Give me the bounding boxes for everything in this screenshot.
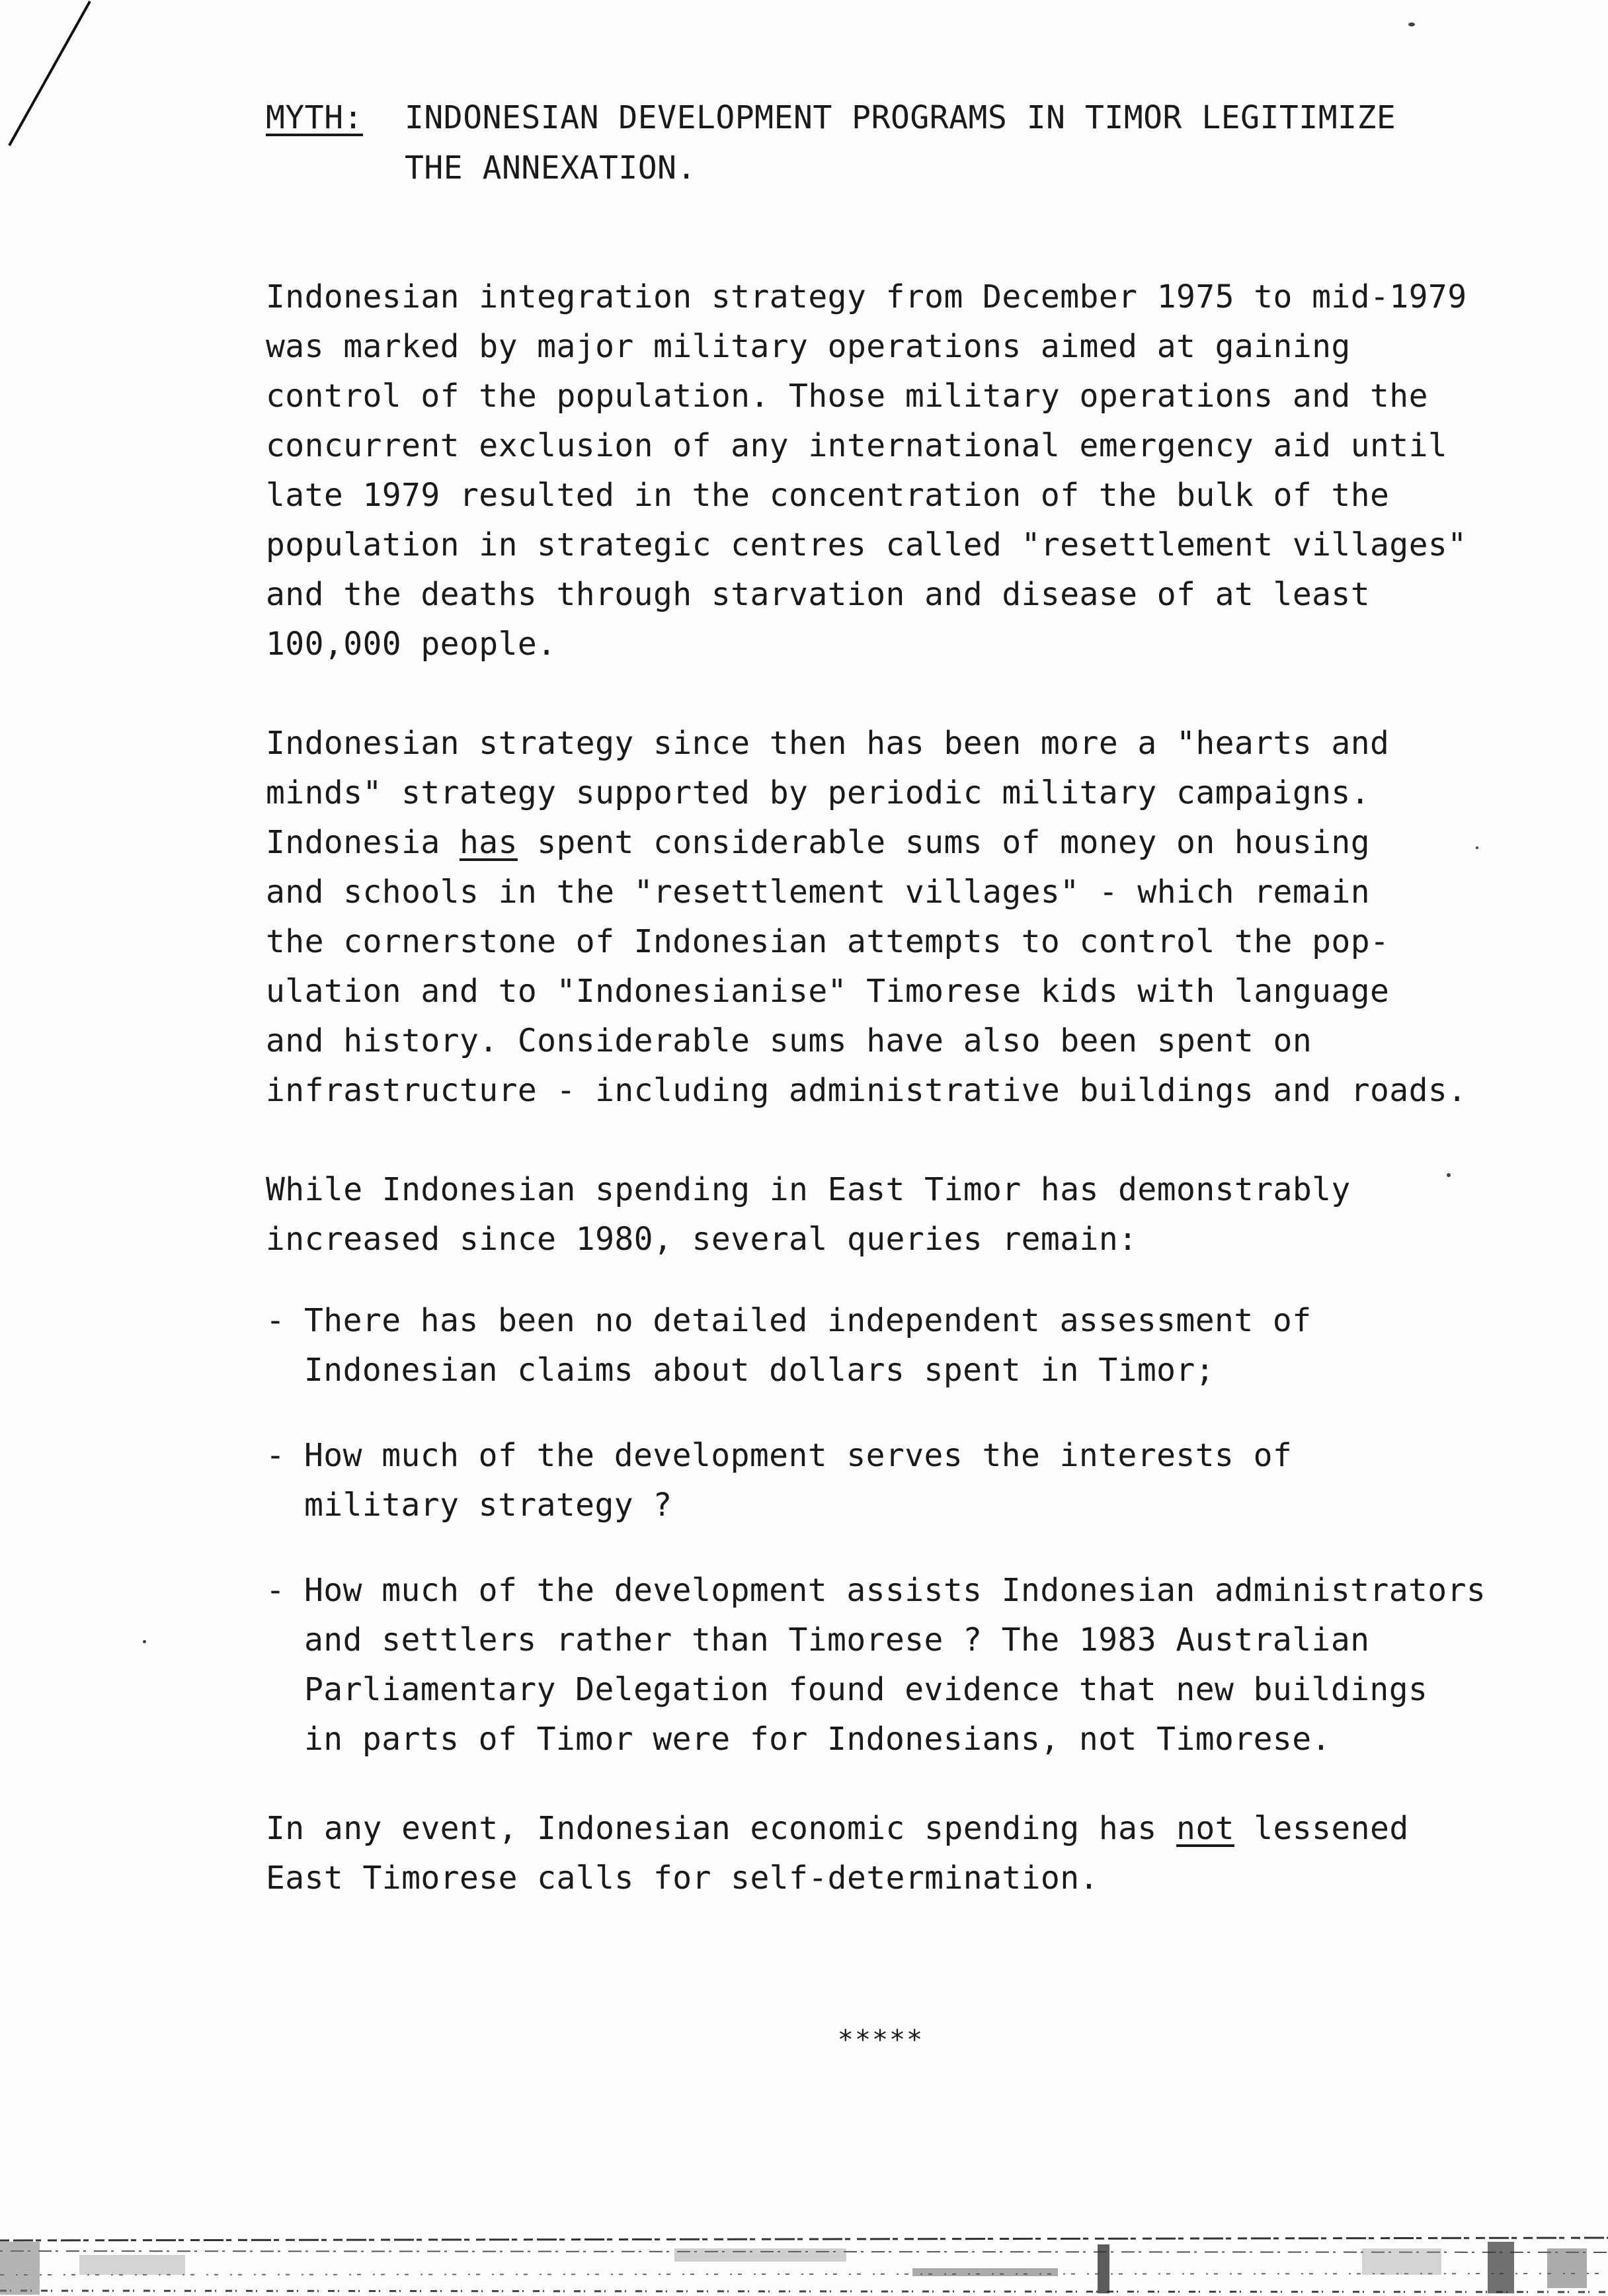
dash-bullet: - xyxy=(266,1302,286,1339)
scan-speck xyxy=(143,1640,146,1643)
list-item xyxy=(266,1431,1522,1530)
list-item-text: How much of the development serves the interests of military strategy ? xyxy=(304,1437,1293,1524)
scan-noise-strip xyxy=(0,2235,1608,2296)
list-item xyxy=(266,1296,1522,1395)
section-end-stars: ***** xyxy=(837,2025,924,2055)
paragraph-text: lessened East Timorese calls for self-determination. xyxy=(266,1810,1409,1897)
myth-heading xyxy=(266,93,1396,193)
paragraph-queries-intro: While Indonesian spending in East Timor has demonstrably increased since 1980, several queries remain: xyxy=(266,1171,1351,1258)
myth-title: INDONESIAN DEVELOPMENT PROGRAMS IN TIMOR LEGITIMIZE THE ANNEXATION. xyxy=(405,99,1396,186)
list-item xyxy=(266,1566,1522,1764)
queries-list xyxy=(266,1296,1522,1764)
scan-speck xyxy=(1447,1173,1451,1177)
paragraph-integration-strategy: Indonesian integration strategy from December 1975 to mid-1979 was marked by major military operations aimed at gaining control of the population. Those military operations and the concurrent exclusion of any international emergency aid until late 1979 resulted in the concentration of the bulk of the population in strategic centres called "resettlement villages" and the deaths through starvation and disease of at least 100,000 people. xyxy=(266,278,1467,663)
scan-speck xyxy=(1476,846,1478,849)
paragraph-text: Indonesian strategy since then has been more a "hearts and minds" strategy supported by periodic military campaigns. Indonesia xyxy=(266,725,1390,861)
dash-bullet: - xyxy=(266,1572,286,1609)
list-item-text: There has been no detailed independent assessment of Indonesian claims about dollars spent in Timor; xyxy=(304,1302,1312,1389)
emphasis-underline: not xyxy=(1176,1810,1234,1847)
document-body xyxy=(266,272,1522,1953)
scan-speck xyxy=(1408,22,1415,26)
pen-mark xyxy=(3,0,95,159)
myth-label: MYTH: xyxy=(266,99,363,136)
paragraph-text: In any event, Indonesian economic spending has xyxy=(266,1810,1177,1847)
paragraph-conclusion xyxy=(266,1804,1522,1903)
dash-bullet: - xyxy=(266,1437,286,1474)
paragraph-text: spent considerable sums of money on housing and schools in the "resettlement villages" - which remain the cornerstone of Indonesian attempts to control the pop- ulation and to "Indonesianise" Timorese kids with language and history. Considerable sums have also been spent on infrastructure - including administrative buildings and roads. xyxy=(266,824,1467,1109)
list-item-text: How much of the development assists Indonesian administrators and settlers rather than Timorese ? The 1983 Australian Parliamentary Delegation found evidence that new buildings in parts of Timor were for Indonesians, not Timorese. xyxy=(304,1572,1486,1758)
emphasis-underline: has xyxy=(459,824,518,861)
paragraph-hearts-and-minds xyxy=(266,719,1522,1116)
